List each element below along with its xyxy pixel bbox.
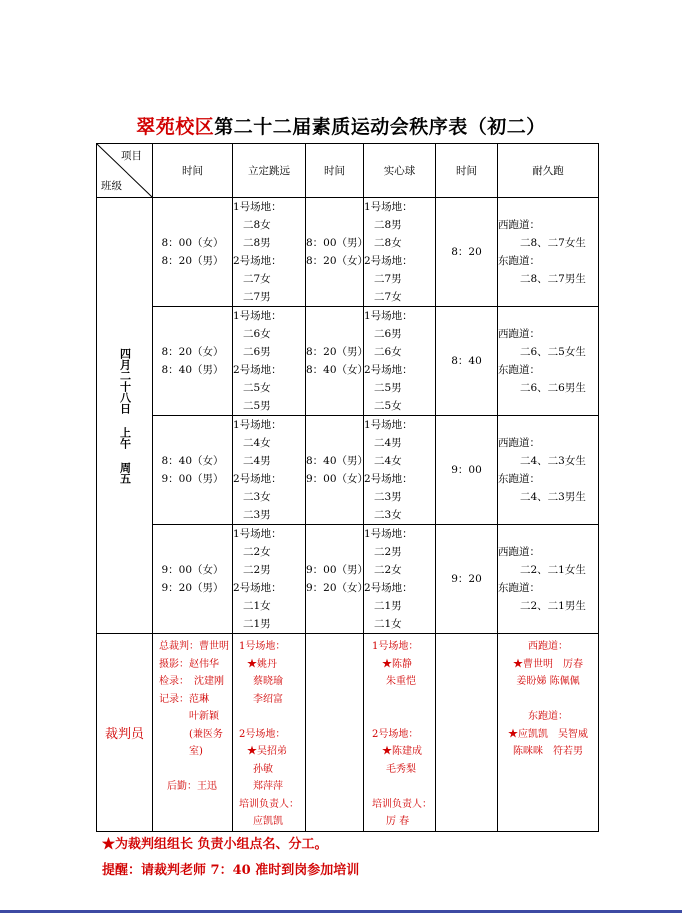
jump-venue-cell-line: 1号场地： — [233, 528, 282, 540]
header-row — [97, 144, 599, 198]
jump-venue-cell-line: 1号场地： — [233, 201, 282, 213]
judge-line: ★吴招弟 — [247, 746, 287, 757]
ball-venue-cell-line: 二1男 — [374, 600, 402, 612]
page-title — [0, 112, 682, 139]
jump-venue-cell-line: 二6女 — [243, 328, 271, 340]
judges-run — [498, 634, 599, 832]
header-project-label: 项目 — [121, 150, 142, 162]
ball-venue-cell — [364, 307, 436, 416]
run-track-line: 二8、二7男生 — [520, 273, 586, 285]
ball-time-cell-line: 8：20（女） — [306, 255, 369, 267]
jump-venue-cell-line: 二7男 — [243, 291, 271, 303]
jump-venue-cell-line: 二5男 — [243, 400, 271, 412]
ball-venue-cell-line: 二4女 — [374, 455, 402, 467]
ball-venue-cell-line: 二7女 — [374, 291, 402, 303]
note-remind: 提醒：请裁判老师 7：40 准时到岗参加培训 — [102, 863, 360, 878]
header-shot-ball: 实心球 — [364, 144, 436, 198]
jump-time-cell — [153, 198, 233, 307]
judge-line: 1号场地： — [372, 641, 419, 652]
run-track-line: 二6、二6男生 — [520, 382, 586, 394]
run-track-line: 东跑道： — [498, 473, 540, 485]
judge-line: ★陈静 — [382, 658, 412, 670]
ball-venue-cell-line: 1号场地： — [364, 310, 413, 322]
ball-venue-cell — [364, 416, 436, 525]
schedule-row — [97, 525, 599, 634]
judge-line: 检录： 沈建刚 — [159, 676, 224, 687]
run-track-line: 东跑道： — [498, 255, 540, 267]
judge-line: 厉 春 — [386, 816, 410, 827]
header-endurance-run: 耐久跑 — [498, 144, 599, 198]
jump-venue-cell-line: 二3女 — [243, 491, 271, 503]
ball-time-cell-line: 8：00（男） — [306, 237, 369, 249]
run-track-line: 二2、二1女生 — [520, 564, 586, 576]
jump-venue-cell-line: 二4男 — [243, 455, 271, 467]
header-diagonal-cell — [97, 144, 153, 198]
judge-line: ★应凯凯 吴智威 — [508, 728, 588, 740]
ball-venue-cell-line: 二1女 — [374, 618, 402, 630]
jump-venue-cell-line: 二6男 — [243, 346, 271, 358]
judge-line — [159, 761, 232, 779]
run-track-cell — [498, 416, 599, 525]
jump-time-cell-line: 8：20（女） — [161, 346, 224, 358]
ball-venue-cell-line: 二5女 — [374, 400, 402, 412]
jump-time-cell-line: 9：20（男） — [161, 582, 224, 594]
ball-time-cell-line: 9：20（女） — [306, 582, 369, 594]
day-cell — [97, 198, 153, 634]
ball-venue-cell-line: 1号场地： — [364, 201, 413, 213]
ball-venue-cell-line: 2号场地： — [364, 582, 413, 594]
ball-venue-cell-line: 二2男 — [374, 546, 402, 558]
jump-venue-cell-line: 二4女 — [243, 437, 271, 449]
jump-venue-cell-line: 2号场地： — [233, 364, 282, 376]
jump-venue-cell-line: 二5女 — [243, 382, 271, 394]
judge-line: ★曹世明 厉春 — [513, 658, 583, 670]
judge-line: ★陈建成 — [382, 746, 422, 757]
jump-venue-cell-line: 1号场地： — [233, 310, 282, 322]
jump-venue-cell-line: 二8女 — [243, 219, 271, 231]
ball-venue-cell-line: 二3男 — [374, 491, 402, 503]
judge-line: 李绍富 — [253, 693, 283, 705]
judges-label: 裁判员 — [97, 634, 153, 832]
title-rest: 第二十二届素质运动会秩序表（初二） — [214, 116, 546, 138]
ball-venue-cell-line: 1号场地： — [364, 419, 413, 431]
judge-line: 总裁判：曹世明 — [159, 641, 229, 652]
run-time-cell: 9：20 — [436, 525, 498, 634]
run-track-line: 二4、二3女生 — [520, 455, 586, 467]
run-track-line: 西跑道： — [498, 546, 540, 558]
judges-ball — [364, 634, 436, 832]
run-track-cell — [498, 198, 599, 307]
run-track-line: 西跑道： — [498, 328, 540, 340]
ball-venue-cell-line: 二7男 — [374, 273, 402, 285]
judge-line: 姜盼娣 陈佩佩 — [516, 676, 580, 687]
ball-venue-cell-line: 2号场地： — [364, 364, 413, 376]
judges-empty-2 — [436, 634, 498, 832]
title-school: 翠苑校区 — [136, 116, 215, 138]
schedule-row — [97, 307, 599, 416]
judge-line: 1号场地： — [239, 641, 286, 652]
jump-time-cell — [153, 525, 233, 634]
schedule-row — [97, 416, 599, 525]
run-track-cell — [498, 307, 599, 416]
ball-venue-cell-line: 二4男 — [374, 437, 402, 449]
jump-venue-cell-line: 1号场地： — [233, 419, 282, 431]
judge-line: 摄影：赵伟华 — [159, 658, 219, 670]
run-track-line: 二2、二1男生 — [520, 600, 586, 612]
run-track-line: 二8、二7女生 — [520, 237, 586, 249]
jump-time-cell-line: 8：20（男） — [161, 255, 224, 267]
jump-time-cell-line: 8：00（女） — [161, 237, 224, 249]
judge-line — [498, 691, 598, 709]
judge-line: 朱重恺 — [386, 676, 416, 687]
run-track-line: 二6、二5女生 — [520, 346, 586, 358]
jump-venue-cell-line: 二3男 — [243, 509, 271, 521]
judges-empty-1 — [306, 634, 364, 832]
ball-time-cell-line: 9：00（男） — [306, 564, 369, 576]
jump-venue-cell-line: 二2女 — [243, 546, 271, 558]
judge-line — [372, 778, 435, 796]
jump-venue-cell-line: 2号场地： — [233, 473, 282, 485]
header-time-1: 时间 — [153, 144, 233, 198]
jump-time-cell-line: 8：40（男） — [161, 364, 224, 376]
ball-time-cell — [306, 307, 369, 416]
header-long-jump: 立定跳远 — [233, 144, 306, 198]
jump-time-cell-line: 8：40（女） — [161, 455, 224, 467]
judge-line: (兼医务室) — [189, 728, 223, 757]
ball-venue-cell-line: 二6男 — [374, 328, 402, 340]
jump-venue-cell-line: 二8男 — [243, 237, 271, 249]
judge-line: 孙敏 — [253, 763, 273, 775]
judge-line: 陈咪咪 符若男 — [513, 746, 583, 757]
judge-line: 后勤：王迅 — [167, 781, 217, 792]
judges-row — [97, 634, 599, 832]
run-track-line: 东跑道： — [498, 582, 540, 594]
ball-venue-cell-line: 2号场地： — [364, 255, 413, 267]
jump-venue-cell-line: 二1女 — [243, 600, 271, 612]
judge-line: 培训负责人： — [239, 798, 299, 810]
ball-venue-cell-line: 2号场地： — [364, 473, 413, 485]
ball-venue-cell — [364, 198, 436, 307]
judge-line: 应凯凯 — [253, 816, 283, 827]
jump-venue-cell — [233, 307, 306, 416]
run-time-cell: 9：00 — [436, 416, 498, 525]
ball-time-cell — [306, 416, 369, 525]
jump-venue-cell — [233, 198, 306, 307]
jump-time-cell — [153, 416, 233, 525]
jump-venue-cell — [233, 525, 306, 634]
judge-line — [372, 708, 435, 726]
jump-time-cell-line: 9：00（女） — [161, 564, 224, 576]
jump-venue-cell-line: 2号场地： — [233, 255, 282, 267]
ball-venue-cell-line: 二3女 — [374, 509, 402, 521]
judge-line: ★姚丹 — [247, 658, 277, 670]
run-track-cell — [498, 525, 599, 634]
day-label: 四月二十八日 上午 周五 — [118, 347, 132, 484]
ball-time-cell-line: 8：20（男） — [306, 346, 369, 358]
judge-line: 记录：范琳 — [159, 693, 209, 705]
schedule-row — [97, 198, 599, 307]
judge-line: 培训负责人： — [372, 798, 432, 810]
ball-venue-cell-line: 二8男 — [374, 219, 402, 231]
judge-line: 2号场地： — [239, 728, 286, 740]
judge-line — [372, 691, 435, 709]
ball-venue-cell-line: 二5男 — [374, 382, 402, 394]
jump-venue-cell-line: 2号场地： — [233, 582, 282, 594]
run-track-line: 东跑道： — [498, 364, 540, 376]
ball-venue-cell-line: 二6女 — [374, 346, 402, 358]
ball-venue-cell-line: 二8女 — [374, 237, 402, 249]
ball-time-cell-line: 9：00（女） — [306, 473, 369, 485]
ball-venue-cell — [364, 525, 436, 634]
run-track-line: 二4、二3男生 — [520, 491, 586, 503]
run-track-line: 西跑道： — [498, 219, 540, 231]
header-time-2: 时间 — [306, 144, 364, 198]
header-time-3: 时间 — [436, 144, 498, 198]
judge-line: 东跑道： — [528, 711, 568, 722]
ball-venue-cell-line: 二2女 — [374, 564, 402, 576]
judge-line: 蔡晓瑜 — [253, 676, 283, 687]
run-time-cell: 8：40 — [436, 307, 498, 416]
jump-time-cell — [153, 307, 233, 416]
note-star: ★为裁判组组长 负责小组点名、分工。 — [102, 837, 328, 852]
jump-venue-cell — [233, 416, 306, 525]
header-class-label: 班级 — [101, 180, 122, 192]
judge-line — [239, 708, 305, 726]
judge-line: 西跑道： — [528, 641, 568, 652]
judge-line: 叶新颖 — [189, 711, 219, 722]
ball-venue-cell-line: 1号场地： — [364, 528, 413, 540]
judge-line: 2号场地： — [372, 728, 419, 740]
run-track-line: 西跑道： — [498, 437, 540, 449]
judge-line: 毛秀梨 — [386, 763, 416, 775]
ball-time-cell — [306, 198, 369, 307]
schedule-table — [96, 143, 599, 832]
ball-time-cell — [306, 525, 369, 634]
jump-time-cell-line: 9：00（男） — [161, 473, 224, 485]
jump-venue-cell-line: 二1男 — [243, 618, 271, 630]
judges-jump — [233, 634, 306, 832]
jump-venue-cell-line: 二2男 — [243, 564, 271, 576]
jump-venue-cell-line: 二7女 — [243, 273, 271, 285]
ball-time-cell-line: 8：40（女） — [306, 364, 369, 376]
judges-general — [153, 634, 233, 832]
ball-time-cell-line: 8：40（男） — [306, 455, 369, 467]
judge-line: 郑萍萍 — [253, 781, 283, 792]
run-time-cell: 8：20 — [436, 198, 498, 307]
